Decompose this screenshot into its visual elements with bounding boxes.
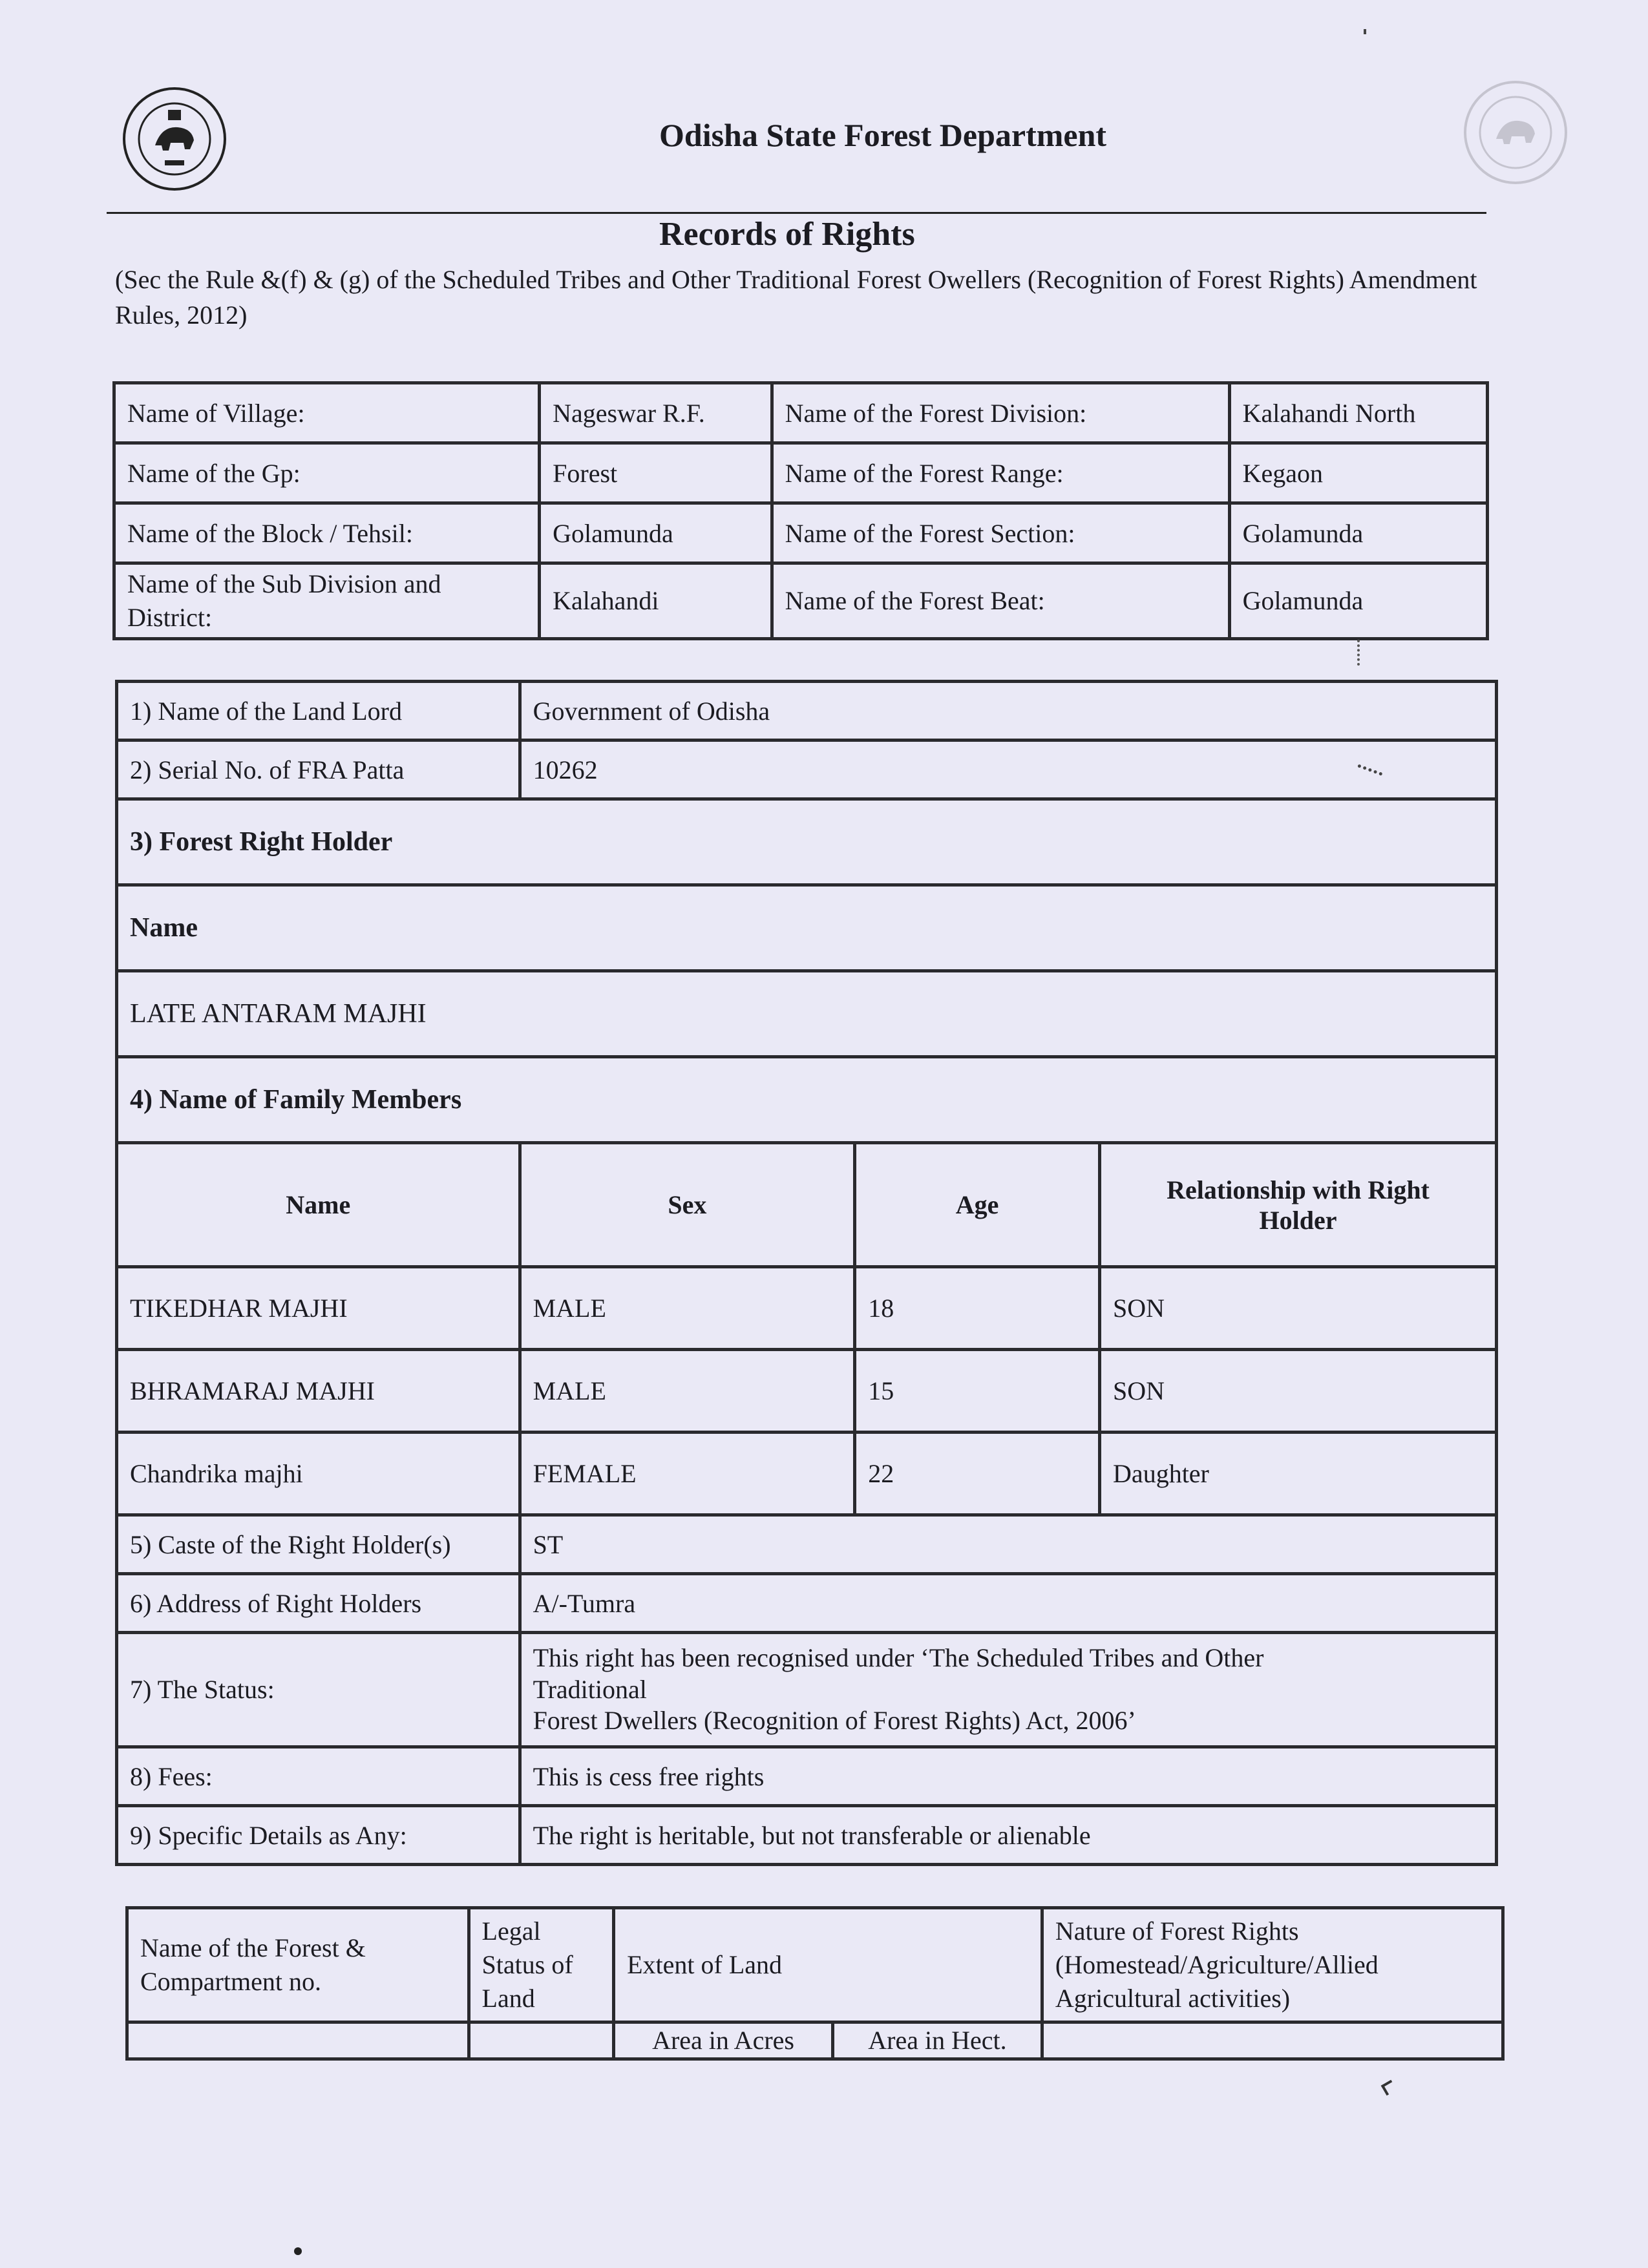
member-sex: FEMALE [520,1433,855,1515]
beat-value: Golamunda [1229,563,1487,639]
member-name: TIKEDHAR MAJHI [117,1267,520,1350]
family-col-sex: Sex [520,1143,855,1267]
land-table [125,1906,1505,2061]
ink-dot [1364,29,1366,34]
records-title: Records of Rights [659,216,915,253]
status-line: This right has been recognised under ‘The Scheduled Tribes and Other [533,1643,1264,1672]
section-value: Golamunda [1229,503,1487,563]
member-age: 18 [855,1267,1100,1350]
empty-cell [469,2022,614,2059]
table-row [117,1433,1497,1515]
member-name: Chandrika majhi [117,1433,520,1515]
forest-compartment-header: Name of the Forest & Compartment no. [127,1908,469,2022]
department-title: Odisha State Forest Department [659,117,1107,153]
status-label: 7) The Status: [117,1633,520,1747]
table-row [117,1267,1497,1350]
extent-header: Extent of Land [614,1908,1042,2022]
legal-status-header: Legal Status of Land [469,1908,614,2022]
address-label: 6) Address of Right Holders [117,1574,520,1633]
member-relation: SON [1100,1267,1497,1350]
ink-speck [1357,640,1373,666]
member-age: 22 [855,1433,1100,1515]
status-line: Forest Dwellers (Recognition of Forest Rights) Act, 2006’ [533,1706,1136,1736]
member-age: 15 [855,1350,1100,1433]
landlord-value: Government of Odisha [520,682,1496,740]
fees-value: This is cess free rights [520,1747,1496,1806]
division-value: Kalahandi North [1229,383,1487,443]
division-label: Name of the Forest Division: [772,383,1229,443]
holder-name: LATE ANTARAM MAJHI [117,971,1497,1057]
subdivision-value: Kalahandi [540,563,772,639]
header-divider [107,212,1486,214]
fees-label: 8) Fees: [117,1747,520,1806]
block-label: Name of the Block / Tehsil: [114,503,540,563]
details-label: 9) Specific Details as Any: [117,1806,520,1865]
serial-label: 2) Serial No. of FRA Patta [117,740,520,799]
gp-value: Forest [540,443,772,503]
member-sex: MALE [520,1350,855,1433]
status-value [520,1633,1496,1747]
name-heading: Name [117,885,1497,971]
location-table [112,381,1489,640]
holder-heading: 3) Forest Right Holder [117,799,1497,885]
odisha-emblem-icon [120,84,229,194]
section-label: Name of the Forest Section: [772,503,1229,563]
table-row [117,1350,1497,1433]
range-label: Name of the Forest Range: [772,443,1229,503]
family-col-name: Name [117,1143,520,1267]
member-sex: MALE [520,1267,855,1350]
record-table [115,680,1498,1866]
faint-seal-icon [1461,78,1570,187]
details-value: The right is heritable, but not transferable or alienable [520,1806,1496,1865]
member-relation: Daughter [1100,1433,1497,1515]
address-value: A/-Tumra [520,1574,1496,1633]
ink-dot [294,2247,302,2255]
gp-label: Name of the Gp: [114,443,540,503]
range-value: Kegaon [1229,443,1487,503]
landlord-label: 1) Name of the Land Lord [117,682,520,740]
empty-cell [1042,2022,1503,2059]
area-acres-header: Area in Acres [614,2022,833,2059]
status-line: Traditional [533,1674,647,1704]
village-value: Nageswar R.F. [540,383,772,443]
subdivision-label: Name of the Sub Division and District: [114,563,540,639]
member-name: BHRAMARAJ MAJHI [117,1350,520,1433]
member-relation: SON [1100,1350,1497,1433]
village-label: Name of Village: [114,383,540,443]
family-col-relationship: Relationship with Right Holder [1100,1143,1497,1267]
family-heading: 4) Name of Family Members [117,1057,1497,1143]
block-value: Golamunda [540,503,772,563]
family-col-age: Age [855,1143,1100,1267]
empty-cell [127,2022,469,2059]
caste-value: ST [520,1515,1496,1574]
area-hect-header: Area in Hect. [832,2022,1042,2059]
beat-label: Name of the Forest Beat: [772,563,1229,639]
rule-reference: (Sec the Rule &(f) & (g) of the Scheduled Tribes and Other Traditional Forest Owellers (Recognition of Forest Rights) Amendment Rules, 2012) [115,265,1477,330]
nature-header: Nature of Forest Rights (Homestead/Agriculture/Allied Agricultural activities) [1042,1908,1503,2022]
ink-speck [1381,2080,1397,2096]
caste-label: 5) Caste of the Right Holder(s) [117,1515,520,1574]
serial-value: 10262 [520,740,1496,799]
